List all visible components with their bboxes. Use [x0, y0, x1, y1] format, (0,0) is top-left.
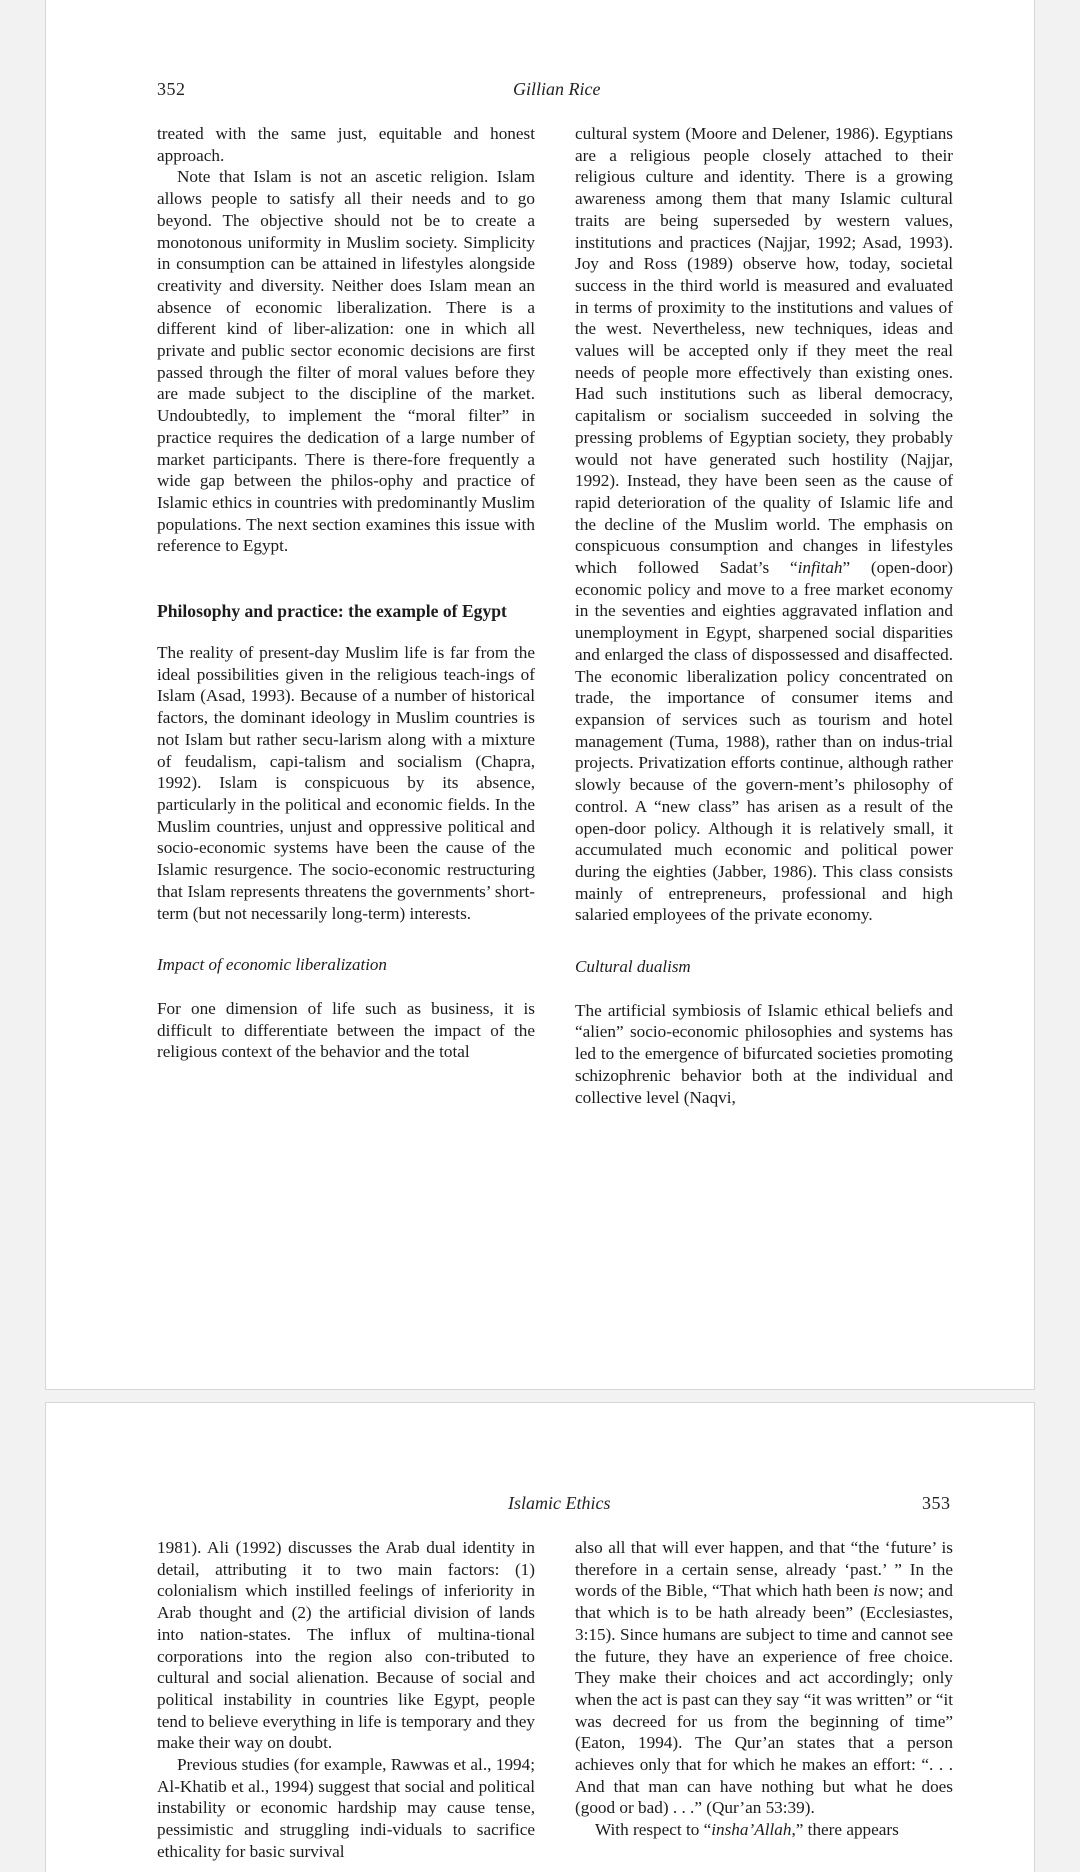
page-352 [45, 0, 1035, 1390]
left-column [157, 1537, 535, 1863]
italic-term: infitah [797, 558, 843, 578]
subsection-heading: Cultural dualism [575, 957, 691, 977]
paragraph: The reality of present-day Muslim life is far from the ideal possibilities given in the religious teach-ings of Islam (Asad, 1993). Because of a number of historical factors, the dominant ideology in Muslim countries is not Islam but rather secu-larism along with a mixture of feudalism, capi-talism and socialism (Chapra, 1992). Islam is conspicuous by its absence, particularly in the political and economic fields. In the Muslim countries, unjust and oppressive political and socio-economic systems have been the cause of the Islamic resurgence. The socio-economic restructuring that Islam represents threatens the governments’ short-term (but not necessarily long-term) interests. [157, 643, 535, 923]
paragraph: For one dimension of life such as business, it is difficult to differentiate between the impact of the religious context of the behavior and the total [157, 998, 535, 1062]
page-number: 352 [157, 79, 186, 99]
paragraph: 1981). Ali (1992) discusses the Arab dual identity in detail, attributing it to two main factors: (1) colonialism which instilled feelings of inferiority in Arab thought and (2) the artificial division of lands into nation-states. The influx of multina-tional corporations into the region also con-tributed to cultural and social alienation. Because of social and political instability in countries like Egypt, people tend to believe everything in life is temporary and they make their way on doubt. [157, 1538, 535, 1753]
paragraph: Previous studies (for example, Rawwas et al., 1994; Al-Khatib et al., 1994) suggest that social and political instability or economic hardship may cause tense, pessimistic and struggling indi-viduals to sacrifice ethicality for basic survival [157, 1755, 535, 1861]
paragraph: treated with the same just, equitable and honest approach. [157, 124, 535, 165]
page-353 [45, 1402, 1035, 1872]
italic-term: insha’Allah [711, 1820, 792, 1840]
running-title: Islamic Ethics [508, 1493, 611, 1513]
right-column [575, 1537, 953, 1841]
italic-term: is [873, 1581, 885, 1601]
page-number: 353 [922, 1493, 951, 1513]
section-heading: Philosophy and practice: the example of Egypt [157, 601, 507, 622]
paragraph: With respect to “insha’Allah,” there appears [595, 1820, 899, 1840]
subsection-heading: Impact of economic liberalization [157, 955, 387, 975]
running-title: Gillian Rice [513, 79, 601, 99]
paragraph: also all that will ever happen, and that “the ‘future’ is therefore in a certain sense, already ‘past.’ ” In the words of the Bible, “That which hath been is now; and that which is to be hath already been” (Ecclesiastes, 3:15). Since humans are subject to time and cannot see the future, they have an experience of free choice. They make their choices and act accordingly; only when the act is past can they say “it was written” or “it was decreed for us from the beginning of time” (Eaton, 1994). The Qur’an states that a person achieves only that for which he makes an effort: “. . . And that man can have nothing but what he does (good or bad) . . .” (Qur’an 53:39). [575, 1538, 953, 1818]
paragraph: Note that Islam is not an ascetic religion. Islam allows people to satisfy all their needs and to go beyond. The objective should not be to create a monotonous uniformity in Muslim society. Simplicity in consumption can be attained in lifestyles alongside creativity and diversity. Neither does Islam mean an absence of economic liberalization. There is a different kind of liber-alization: one in which all private and public sector economic decisions are first passed through the filter of moral values before they are made subject to the discipline of the market. Undoubtedly, to implement the “moral filter” in practice requires the dedication of a large number of market participants. There is there-fore frequently a wide gap between the philos-ophy and practice of Islamic ethics in countries with predominantly Muslim populations. The next section examines this issue with reference to Egypt. [157, 167, 535, 556]
left-column [157, 123, 535, 1063]
right-column [575, 123, 953, 1108]
paragraph: cultural system (Moore and Delener, 1986). Egyptians are a religious people closely attached to their religious culture and identity. There is a growing awareness among them that many Islamic cultural traits are being superseded by western values, institutions and practices (Najjar, 1992; Asad, 1993). Joy and Ross (1989) observe how, today, societal success in the third world is measured and evaluated in terms of proximity to the institutions and values of the west. Nevertheless, new techniques, ideas and values will be accepted only if they meet the real needs of people more effectively than existing ones. Had such institutions such as liberal democracy, capitalism or socialism succeeded in solving the pressing problems of Egyptian society, they probably would not have generated such hostility (Najjar, 1992). Instead, they have been seen as the cause of rapid deterioration of the quality of Islamic life and the decline of the Muslim world. The emphasis on conspicuous consumption and changes in lifestyles which followed Sadat’s “infitah” (open-door) economic policy and move to a free market economy in the seventies and eighties aggravated inflation and unemployment in Egypt, sharpened social disparities and enlarged the class of dispossessed and disaffected. The economic liberalization policy concentrated on trade, the importance of consumer items and expansion of services such as tourism and hotel management (Tuma, 1988), rather than on indus-trial projects. Privatization efforts continue, although rather slowly because of the govern-ment’s philosophy of control. A “new class” has arisen as a result of the open-door policy. Although it is relatively small, it accumulated much economic and political power during the eighties (Jabber, 1986). This class consists mainly of entrepreneurs, professional and high salaried employees of the private economy. [575, 124, 953, 925]
paragraph: The artificial symbiosis of Islamic ethical beliefs and “alien” socio-economic philosophies and systems has led to the emergence of bifurcated societies promoting schizophrenic behavior both at the individual and collective level (Naqvi, [575, 1000, 953, 1107]
